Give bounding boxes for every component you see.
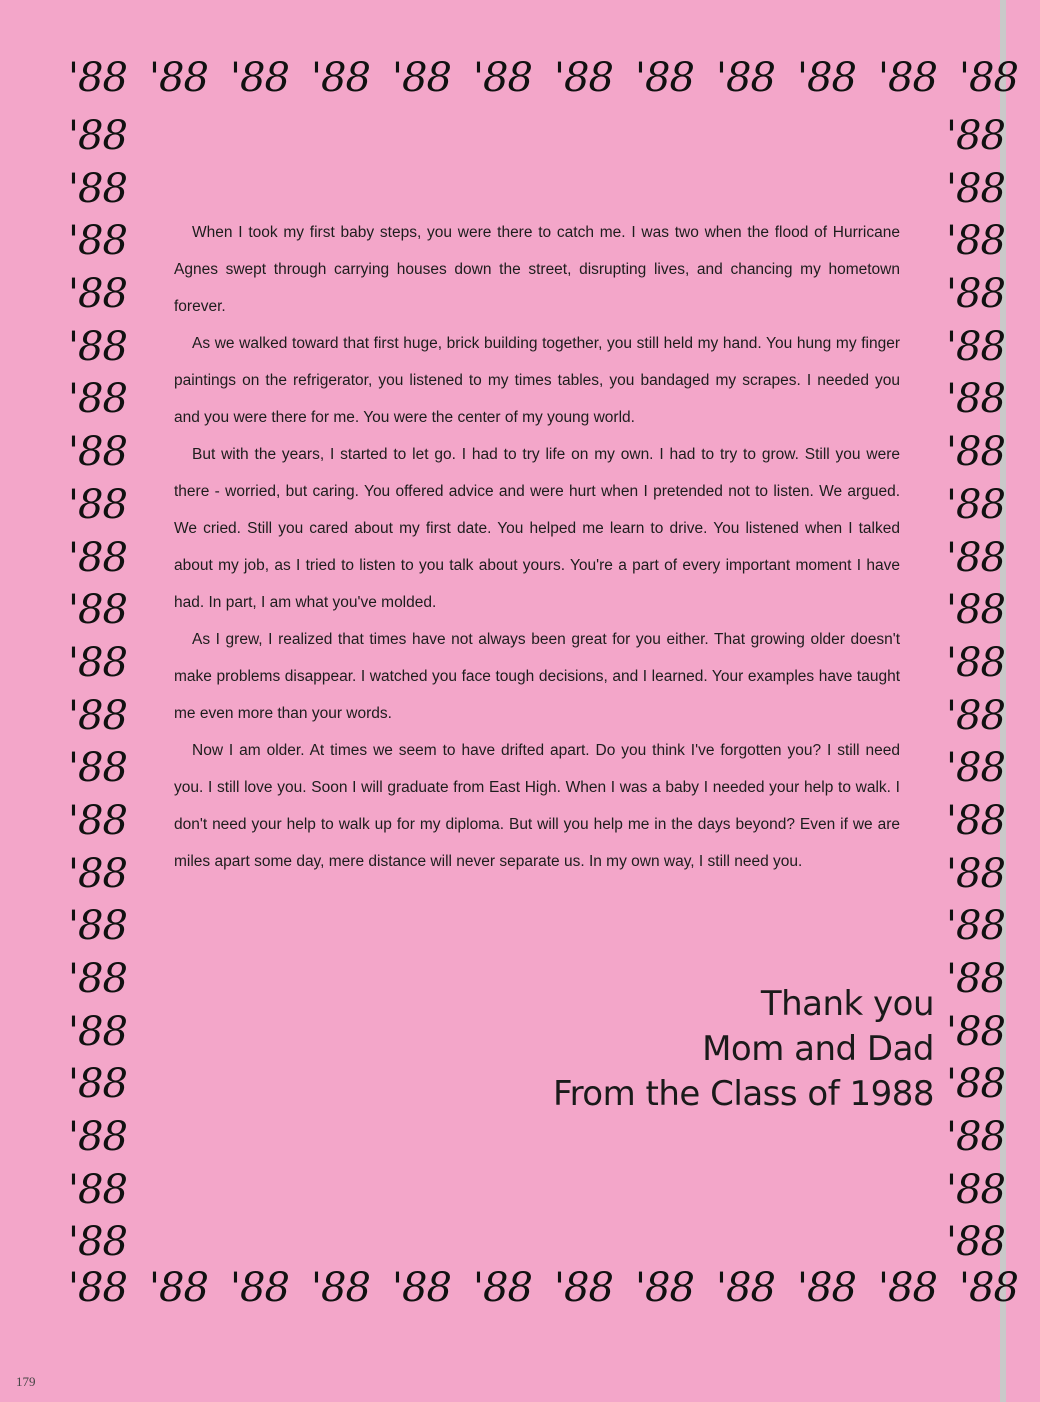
border-mark: '88 [716, 1265, 775, 1311]
letter-paragraph: As I grew, I realized that times have not always been great for you either. That growing older doesn't make problems disappear. I watched you face tough decisions, and I learned. Your examples have taught me even more than your words. [174, 631, 900, 722]
border-mark: '88 [635, 1265, 694, 1311]
border-mark: '88 [230, 1265, 289, 1311]
border-mark: '88 [68, 481, 127, 528]
border-mark: '88 [68, 113, 127, 159]
letter-paragraph: As we walked toward that first huge, brick building together, you still held my hand. You hung my finger paintings on the refrigerator, you listened to my times tables, you bandaged my scrapes. I needed you and you were there for me. You were the center of my young world. [174, 335, 900, 426]
page-number: 179 [16, 1374, 36, 1389]
border-mark: '88 [946, 956, 1005, 1002]
border-mark: '88 [946, 1114, 1005, 1161]
border-mark: '88 [68, 271, 127, 318]
border-mark: '88 [68, 639, 127, 686]
border-mark: '88 [946, 797, 1005, 844]
border-mark: '88 [959, 1265, 1018, 1311]
border-mark: '88 [716, 55, 775, 101]
border-mark: '88 [946, 1219, 1005, 1266]
border-mark: '88 [230, 55, 289, 101]
border-mark: '88 [946, 534, 1005, 581]
letter-paragraph: But with the years, I started to let go. I had to try life on my own. I had to try to grow. Still you were there - worried, but caring. You offered advice and were hurt when I pretended not to listen. We argued. We cried. Still you cared about my first date. You helped me learn to drive. You listened when I talked about my job, as I tried to listen to you talk about yours. You're a part of every important moment I have had. In part, I am what you've molded. [174, 446, 900, 611]
border-mark: '88 [946, 903, 1005, 950]
border-mark: '88 [946, 429, 1005, 476]
letter-paragraph: When I took my first baby steps, you were there to catch me. I was two when the flood of Hurricane Agnes swept through carrying houses down the street, disrupting lives, and chancing my hometown forever. [174, 224, 900, 315]
border-mark: '88 [68, 903, 127, 950]
border-mark: '88 [946, 165, 1005, 212]
border-mark: '88 [554, 55, 613, 101]
border-mark: '88 [878, 55, 937, 101]
border-mark: '88 [68, 1114, 127, 1161]
border-mark: '88 [68, 797, 127, 844]
border-mark: '88 [946, 271, 1005, 318]
border-mark: '88 [68, 1061, 127, 1108]
border-mark: '88 [68, 1265, 127, 1311]
border-mark: '88 [473, 55, 532, 101]
border-mark: '88 [68, 1166, 127, 1213]
border-mark: '88 [554, 1265, 613, 1311]
border-mark: '88 [68, 55, 127, 101]
border-mark: '88 [68, 850, 127, 897]
border-mark: '88 [635, 55, 694, 101]
border-mark: '88 [946, 639, 1005, 686]
border-mark: '88 [68, 429, 127, 476]
border-mark: '88 [68, 745, 127, 792]
border-mark: '88 [68, 534, 127, 581]
border-mark: '88 [946, 745, 1005, 792]
border-mark: '88 [797, 55, 856, 101]
border-mark: '88 [946, 850, 1005, 897]
border-mark: '88 [946, 692, 1005, 739]
border-mark: '88 [68, 165, 127, 212]
border-mark: '88 [946, 1061, 1005, 1108]
border-mark: '88 [68, 218, 127, 265]
signature-block [553, 982, 934, 1117]
border-mark: '88 [959, 55, 1018, 101]
border-mark: '88 [946, 218, 1005, 265]
letter-body [174, 214, 900, 880]
border-mark: '88 [149, 55, 208, 101]
border-mark: '88 [392, 55, 451, 101]
border-mark: '88 [946, 1166, 1005, 1213]
right-border [946, 110, 1005, 1269]
bottom-border [68, 1262, 1040, 1315]
border-mark: '88 [311, 55, 370, 101]
border-mark: '88 [68, 692, 127, 739]
border-mark: '88 [68, 376, 127, 423]
border-mark: '88 [797, 1265, 856, 1311]
signature-line-thank-you: Thank you [760, 984, 934, 1024]
border-mark: '88 [946, 1008, 1005, 1055]
border-mark: '88 [392, 1265, 451, 1311]
border-mark: '88 [946, 323, 1005, 370]
border-mark: '88 [149, 1265, 208, 1311]
signature-line-class: From the Class of 1988 [552, 1074, 934, 1114]
border-mark: '88 [68, 323, 127, 370]
border-mark: '88 [946, 481, 1005, 528]
border-mark: '88 [946, 587, 1005, 634]
border-mark: '88 [68, 1219, 127, 1266]
border-mark: '88 [311, 1265, 370, 1311]
border-mark: '88 [68, 1008, 127, 1055]
border-mark: '88 [878, 1265, 937, 1311]
border-mark: '88 [946, 113, 1005, 159]
top-border [68, 52, 1040, 105]
border-mark: '88 [68, 956, 127, 1002]
letter-paragraph: Now I am older. At times we seem to have drifted apart. Do you think I've forgotten you? I still need you. I still love you. Soon I will graduate from East High. When I was a baby I needed your help to walk. I don't need your help to walk up for my diploma. But will you help me in the days beyond? Even if we are miles apart some day, mere distance will never separate us. In my own way, I still need you. [174, 742, 900, 870]
signature-line-mom-and-dad: Mom and Dad [702, 1029, 934, 1069]
border-mark: '88 [473, 1265, 532, 1311]
border-mark: '88 [946, 376, 1005, 423]
border-mark: '88 [68, 587, 127, 634]
left-border [68, 110, 127, 1269]
